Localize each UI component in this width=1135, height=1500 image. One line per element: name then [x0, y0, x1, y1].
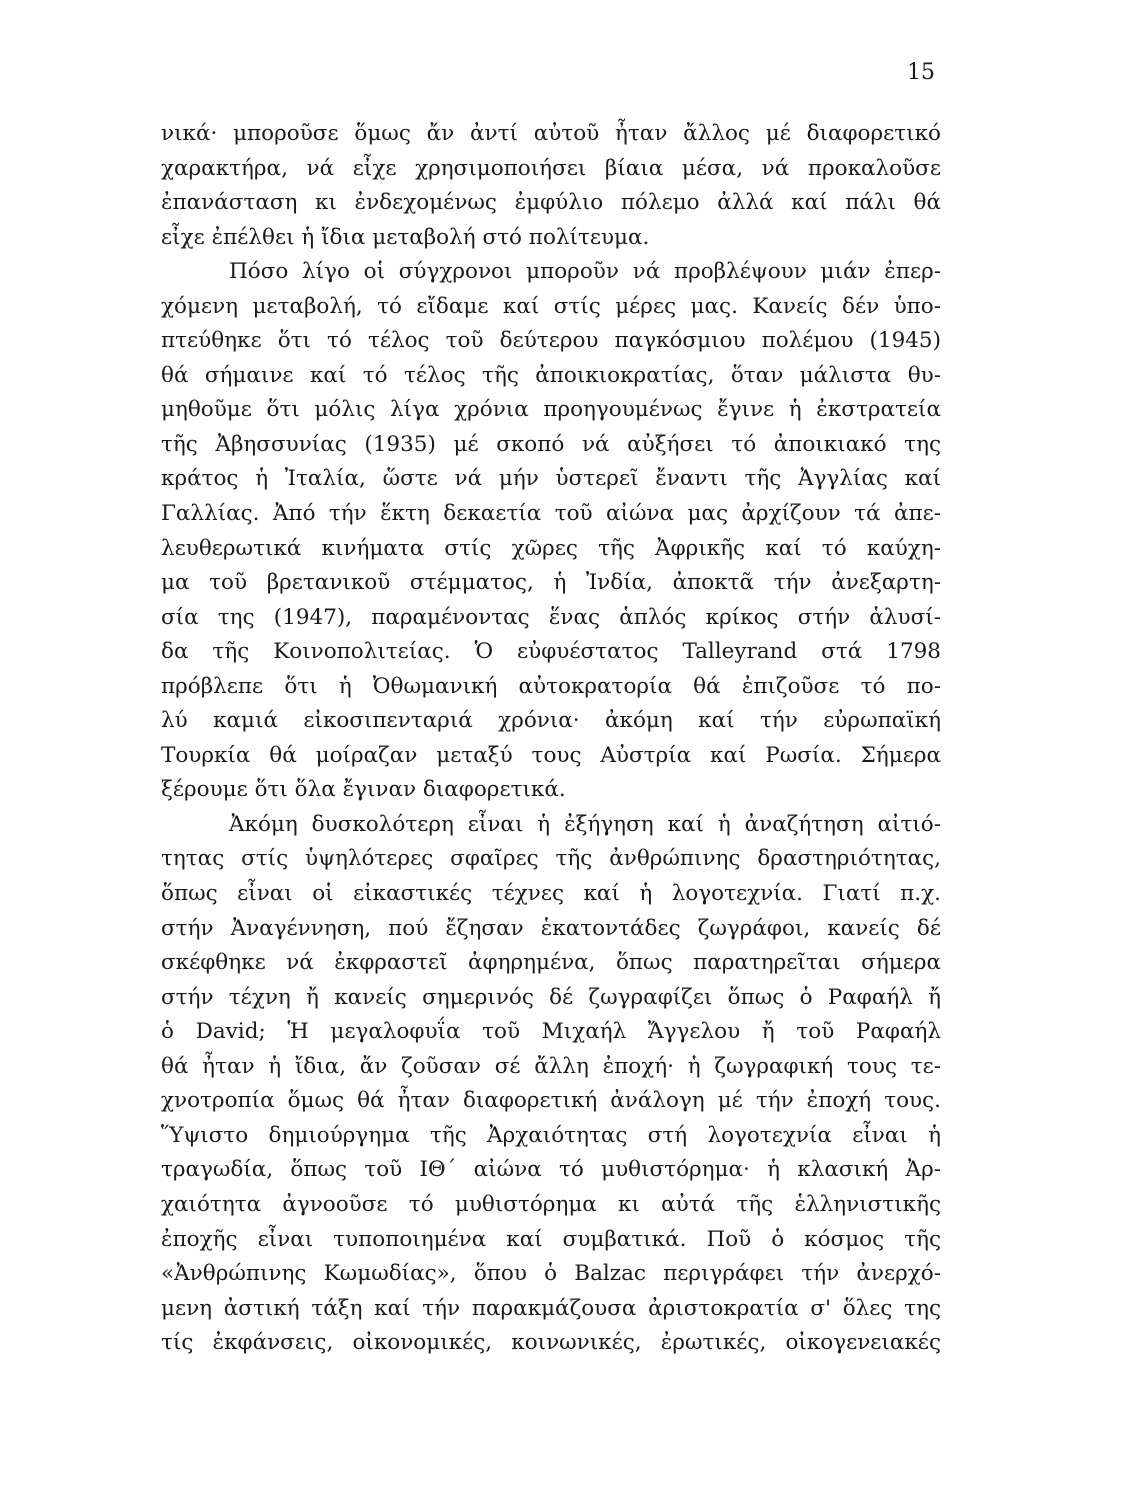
- text-line: κράτος ἡ Ἰταλία, ὥστε νά μήν ὑστερεῖ ἔναντι τῆς Ἀγγλίας καί: [161, 466, 941, 492]
- text-line: στήν Ἀναγέννηση, πού ἔζησαν ἑκατοντάδες ζωγράφοι, κανείς δέ: [161, 915, 941, 941]
- page-number: 15: [907, 60, 935, 85]
- text-line: «Ἀνθρώπινης Κωμωδίας», ὅπου ὁ Balzac περιγράφει τήν ἀνερχό-: [161, 1261, 941, 1287]
- text-line: χνοτροπία ὅμως θά ἦταν διαφορετική ἀνάλογη μέ τήν ἐποχή τους.: [161, 1088, 941, 1114]
- text-line: τίς ἐκφάνσεις, οἰκονομικές, κοινωνικές, ἐρωτικές, οἰκογενειακές: [161, 1330, 941, 1356]
- text-line: πτεύθηκε ὅτι τό τέλος τοῦ δεύτερου παγκόσμιου πολέμου (1945): [161, 328, 941, 354]
- text-line: πρόβλεπε ὅτι ἡ Ὀθωμανική αὐτοκρατορία θά ἐπιζοῦσε τό πο-: [161, 673, 941, 699]
- text-line: ἐπανάσταση κι ἐνδεχομένως ἐμφύλιο πόλεμο ἀλλά καί πάλι θά: [161, 190, 941, 216]
- text-line: χόμενη μεταβολή, τό εἴδαμε καί στίς μέρες μας. Κανείς δέν ὑπο-: [161, 293, 941, 319]
- text-line: νικά· μποροῦσε ὅμως ἄν ἀντί αὐτοῦ ἦταν ἄλλος μέ διαφορετικό: [161, 121, 941, 146]
- text-line: τῆς Ἀβησσυνίας (1935) μέ σκοπό νά αὐξήσει τό ἀποικιακό της: [161, 431, 941, 457]
- text-line: ὅπως εἶναι οἱ εἰκαστικές τέχνες καί ἡ λογοτεχνία. Γιατί π.χ.: [161, 881, 941, 907]
- text-line: Ἀκόμη δυσκολότερη εἶναι ἡ ἐξήγηση καί ἡ ἀναζήτηση αἰτιό-: [229, 811, 941, 837]
- text-line: λευθερωτικά κινήματα στίς χῶρες τῆς Ἀφρικῆς καί τό καύχη-: [161, 535, 941, 561]
- text-line: θά ἦταν ἡ ἴδια, ἄν ζοῦσαν σέ ἄλλη ἐποχή· ἡ ζωγραφική τους τε-: [161, 1053, 941, 1079]
- text-line: μα τοῦ βρετανικοῦ στέμματος, ἡ Ἰνδία, ἀποκτᾶ τήν ἀνεξαρτη-: [161, 570, 941, 596]
- text-line: θά σήμαινε καί τό τέλος τῆς ἀποικιοκρατίας, ὅταν μάλιστα θυ-: [161, 362, 941, 388]
- text-line: χαιότητα ἀγνοοῦσε τό μυθιστόρημα κι αὐτά τῆς ἑλληνιστικῆς: [161, 1191, 941, 1217]
- text-line: εἶχε ἐπέλθει ἡ ἴδια μεταβολή στό πολίτευμα.: [161, 224, 650, 250]
- text-line: ἐποχῆς εἶναι τυποποιημένα καί συμβατικά. Ποῦ ὁ κόσμος τῆς: [161, 1226, 941, 1252]
- text-line: Ὕψιστο δημιούργημα τῆς Ἀρχαιότητας στή λογοτεχνία εἶναι ἡ: [161, 1122, 941, 1148]
- text-line: Τουρκία θά μοίραζαν μεταξύ τους Αὐστρία καί Ρωσία. Σήμερα: [161, 742, 941, 768]
- text-line: δα τῆς Κοινοπολιτείας. Ὁ εὐφυέστατος Talleyrand στά 1798: [161, 639, 941, 665]
- text-line: μενη ἀστική τάξη καί τήν παρακμάζουσα ἀριστοκρατία σ' ὅλες της: [161, 1295, 941, 1321]
- text-line: σία της (1947), παραμένοντας ἕνας ἁπλός κρίκος στήν ἁλυσί-: [161, 604, 941, 630]
- text-line: Γαλλίας. Ἀπό τήν ἕκτη δεκαετία τοῦ αἰώνα μας ἀρχίζουν τά ἀπε-: [161, 501, 941, 527]
- text-line: ξέρουμε ὅτι ὅλα ἔγιναν διαφορετικά.: [161, 777, 566, 803]
- text-line: σκέφθηκε νά ἐκφραστεῖ ἀφηρημένα, ὅπως παρατηρεῖται σήμερα: [161, 950, 941, 976]
- text-line: ὁ David; Ἡ μεγαλοφυΐα τοῦ Μιχαήλ Ἄγγελου ἤ τοῦ Ραφαήλ: [161, 1019, 941, 1045]
- body-text: [161, 117, 941, 1361]
- text-line: Πόσο λίγο οἱ σύγχρονοι μποροῦν νά προβλέψουν μιάν ἐπερ-: [229, 259, 941, 285]
- text-line: χαρακτήρα, νά εἶχε χρησιμοποιήσει βίαια μέσα, νά προκαλοῦσε: [161, 155, 941, 181]
- text-line: λύ καμιά εἰκοσιπενταριά χρόνια· ἀκόμη καί τήν εὐρωπαϊκή: [161, 708, 941, 734]
- text-line: τραγωδία, ὅπως τοῦ ΙΘ΄ αἰώνα τό μυθιστόρημα· ἡ κλασική Ἀρ-: [161, 1157, 941, 1183]
- text-line: τητας στίς ὑψηλότερες σφαῖρες τῆς ἀνθρώπινης δραστηριότητας,: [161, 846, 941, 872]
- text-line: μηθοῦμε ὅτι μόλις λίγα χρόνια προηγουμένως ἔγινε ἡ ἐκστρατεία: [161, 397, 941, 423]
- text-line: στήν τέχνη ἤ κανείς σημερινός δέ ζωγραφίζει ὅπως ὁ Ραφαήλ ἤ: [161, 984, 941, 1010]
